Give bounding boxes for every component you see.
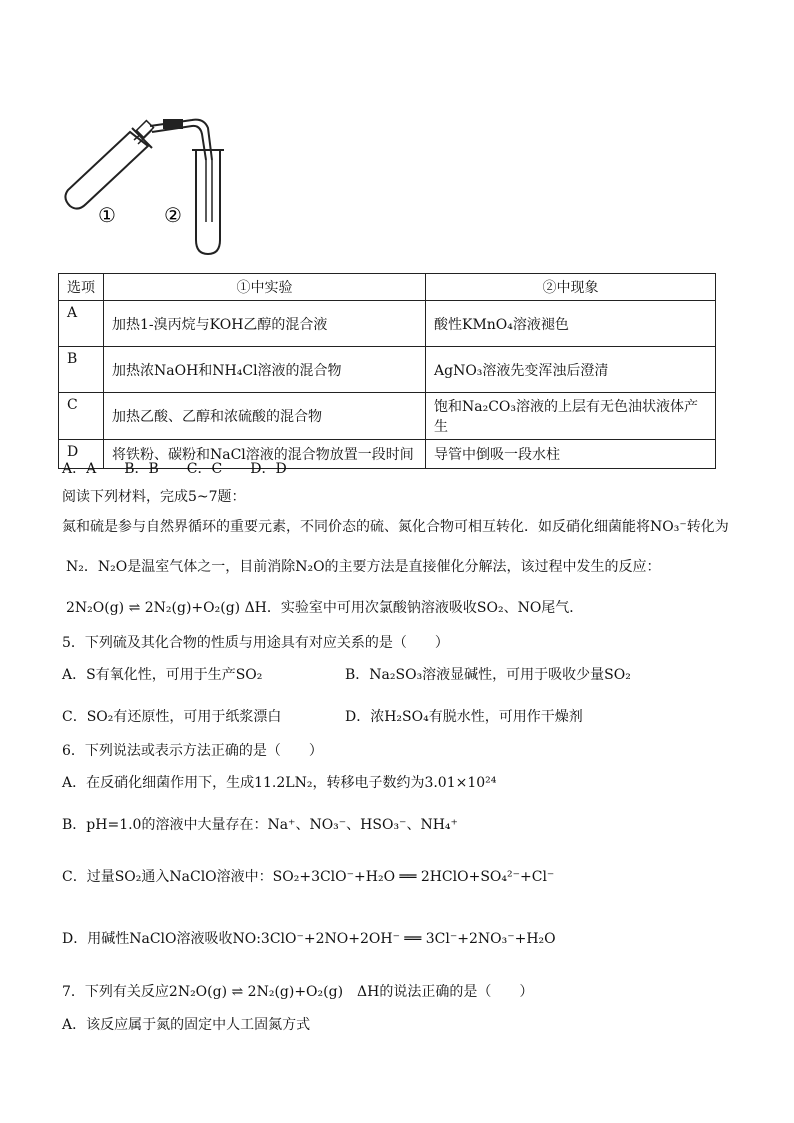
q5-option-a: A．S有氧化性，可用于生产SO₂ — [62, 667, 263, 683]
row-experiment: 加热乙酸、乙醇和浓硫酸的混合物 — [104, 393, 426, 440]
table-row — [59, 393, 716, 440]
reading-intro: 阅读下列材料，完成5~7题： — [62, 489, 246, 505]
q5-option-d: D．浓H₂SO₄有脱水性，可用作干燥剂 — [345, 709, 583, 725]
row-phenomenon: 饱和Na₂CO₃溶液的上层有无色油状液体产生 — [426, 393, 716, 440]
test-tube-2 — [192, 150, 224, 254]
row-phenomenon: 酸性KMnO₄溶液褪色 — [426, 301, 716, 347]
q4-answer-choices: A．A B．B C．C D．D — [62, 461, 287, 477]
passage-line-1: 氮和硫是参与自然界循环的重要元素，不同价态的硫、氮化合物可相互转化．如反硝化细菌能将NO₃⁻转化为 — [62, 519, 729, 535]
experiment-table — [58, 273, 716, 469]
passage-line-3: 2N₂O(g) ⇌ 2N₂(g)+O₂(g) ΔH．实验室中可用次氯酸钠溶液吸收SO₂、NO尾气． — [66, 600, 584, 616]
q6-option-b: B．pH=1.0的溶液中大量存在：Na⁺、NO₃⁻、HSO₃⁻、NH₄⁺ — [62, 817, 458, 833]
q6-stem: 6．下列说法或表示方法正确的是（ ） — [62, 743, 323, 759]
apparatus-figure — [60, 80, 230, 260]
delivery-tube — [150, 120, 212, 160]
row-experiment: 加热浓NaOH和NH₄Cl溶液的混合物 — [104, 347, 426, 393]
table-row — [59, 301, 716, 347]
apparatus-diagram — [60, 80, 230, 260]
q6-option-a: A．在反硝化细菌作用下，生成11.2LN₂，转移电子数约为3.01×10²⁴ — [62, 775, 497, 791]
header-option: 选项 — [59, 274, 104, 301]
q5-option-c: C．SO₂有还原性，可用于纸浆漂白 — [62, 709, 282, 725]
header-phenomenon: ②中现象 — [426, 274, 716, 301]
row-option: C — [59, 393, 104, 440]
q7-stem: 7．下列有关反应2N₂O(g) ⇌ 2N₂(g)+O₂(g) ΔH的说法正确的是（ ） — [62, 984, 534, 1000]
row-phenomenon: 导管中倒吸一段水柱 — [426, 440, 716, 469]
q6-option-d: D．用碱性NaClO溶液吸收NO:3ClO⁻+2NO+2OH⁻ ══ 3Cl⁻+2NO₃⁻+H₂O — [62, 931, 556, 947]
test-tube-1 — [65, 126, 152, 209]
label-2: ② — [164, 203, 182, 227]
label-1: ① — [98, 203, 116, 227]
q6-option-c: C．过量SO₂通入NaClO溶液中：SO₂+3ClO⁻+H₂O ══ 2HClO+SO₄²⁻+Cl⁻ — [62, 869, 555, 885]
row-phenomenon: AgNO₃溶液先变浑浊后澄清 — [426, 347, 716, 393]
table-header-row — [59, 274, 716, 301]
row-option: A — [59, 301, 104, 347]
header-experiment: ①中实验 — [104, 274, 426, 301]
row-option: B — [59, 347, 104, 393]
row-experiment: 加热1-溴丙烷与KOH乙醇的混合液 — [104, 301, 426, 347]
q5-stem: 5．下列硫及其化合物的性质与用途具有对应关系的是（ ） — [62, 635, 449, 651]
row-experiment: 将铁粉、碳粉和NaCl溶液的混合物放置一段时间 — [104, 440, 426, 469]
q7-option-a: A．该反应属于氮的固定中人工固氮方式 — [62, 1017, 311, 1033]
table-row — [59, 347, 716, 393]
q5-option-b: B．Na₂SO₃溶液显碱性，可用于吸收少量SO₂ — [345, 667, 631, 683]
row-option: D — [59, 440, 104, 469]
passage-line-2: N₂．N₂O是温室气体之一，目前消除N₂O的主要方法是直接催化分解法，该过程中发生的反应： — [66, 559, 661, 575]
